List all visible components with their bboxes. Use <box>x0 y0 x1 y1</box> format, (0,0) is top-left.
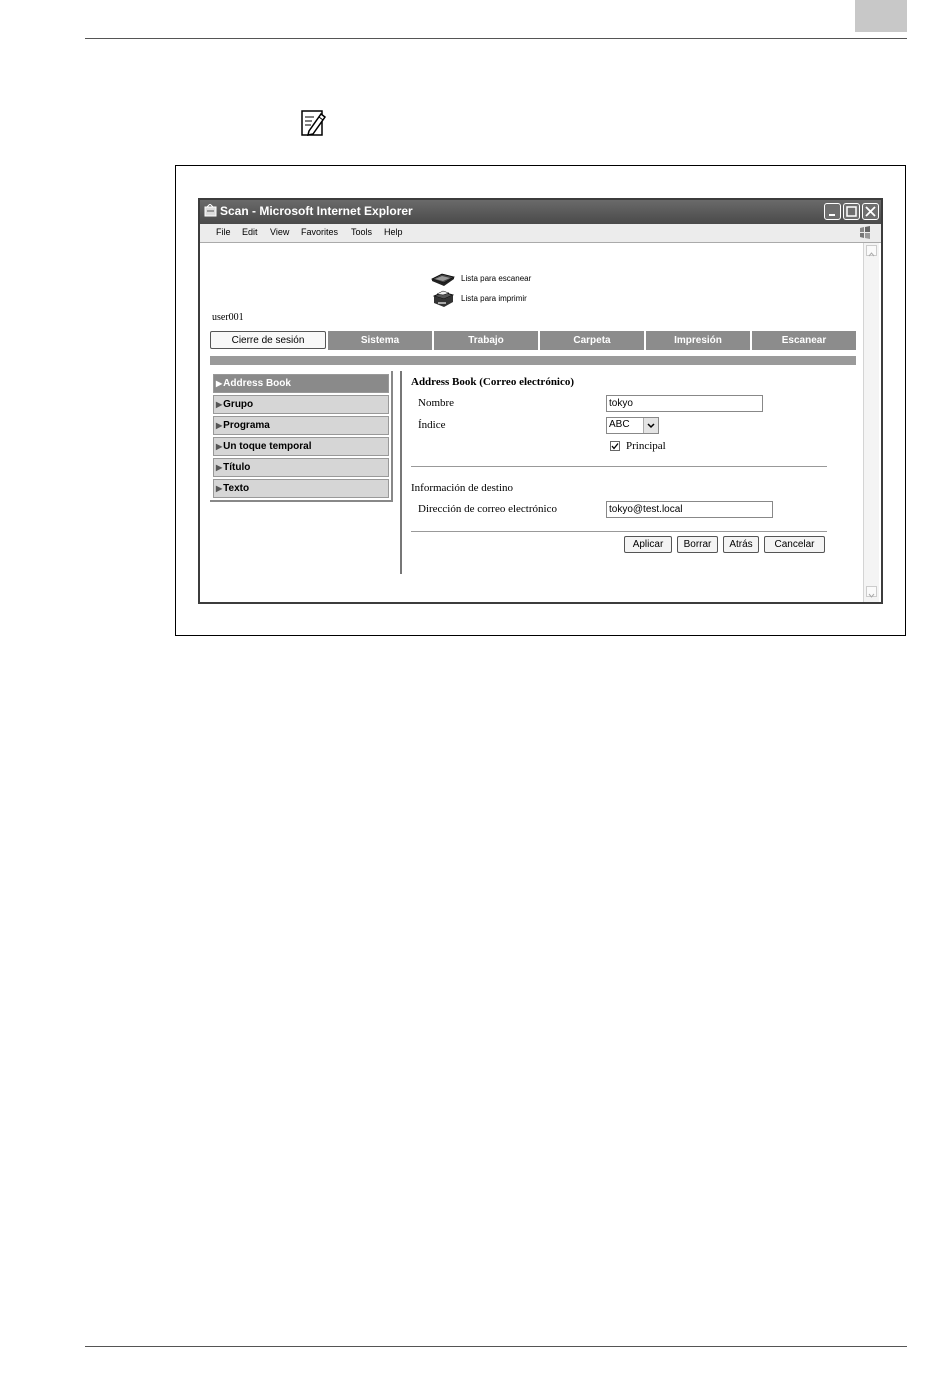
email-input[interactable]: tokyo@test.local <box>606 501 773 518</box>
sidebar-item-programa[interactable] <box>213 416 389 435</box>
sidebar-item-label: Address Book <box>223 378 291 389</box>
footer-rule <box>85 1346 907 1347</box>
form-title: Address Book (Correo electrónico) <box>411 376 575 388</box>
maximize-button[interactable] <box>843 203 860 220</box>
tab-escanear[interactable]: Escanear <box>752 331 856 350</box>
sidebar-item-label: Texto <box>223 483 250 494</box>
menu-favorites[interactable]: Favorites <box>301 227 339 237</box>
apply-button[interactable]: Aplicar <box>624 536 672 553</box>
print-list-link[interactable]: Lista para imprimir <box>461 294 527 303</box>
tab-impresion[interactable]: Impresión <box>646 331 752 350</box>
sidebar-item-grupo[interactable] <box>213 395 389 414</box>
sidebar-item-address-book[interactable] <box>213 374 389 393</box>
menu-edit[interactable]: Edit <box>242 227 258 237</box>
browser-window <box>198 198 883 604</box>
indice-label: Índice <box>418 419 446 431</box>
scanner-icon <box>430 271 456 287</box>
left-menu <box>210 371 393 502</box>
vertical-scrollbar[interactable] <box>863 243 879 602</box>
dest-heading: Información de destino <box>411 482 514 494</box>
menu-view[interactable]: View <box>270 227 290 237</box>
scroll-down-icon[interactable] <box>866 586 877 597</box>
indice-select[interactable] <box>606 417 659 434</box>
nombre-input[interactable]: tokyo <box>606 395 763 412</box>
sidebar-item-texto[interactable] <box>213 479 389 498</box>
printer-icon <box>430 290 456 308</box>
sidebar-item-label: Un toque temporal <box>223 441 312 452</box>
note-pencil-icon <box>300 108 328 138</box>
back-button[interactable]: Atrás <box>723 536 759 553</box>
menu-file[interactable]: File <box>216 227 231 237</box>
sidebar-item-label: Programa <box>223 420 270 431</box>
arrow-right-icon: ▶ <box>216 484 223 493</box>
vertical-divider <box>400 371 402 574</box>
sidebar-item-label: Grupo <box>223 399 254 410</box>
email-label: Dirección de correo electrónico <box>418 503 557 515</box>
windows-logo-icon <box>857 225 873 241</box>
tab-carpeta[interactable]: Carpeta <box>540 331 646 350</box>
window-title: Scan - Microsoft Internet Explorer <box>220 204 413 218</box>
sidebar-item-un-toque-temporal[interactable] <box>213 437 389 456</box>
principal-label: Principal <box>626 440 666 452</box>
clear-button[interactable]: Borrar <box>677 536 718 553</box>
menu-help[interactable]: Help <box>384 227 403 237</box>
title-bar[interactable] <box>200 200 881 224</box>
page-number-tab <box>855 0 907 32</box>
minimize-button[interactable] <box>824 203 841 220</box>
arrow-right-icon: ▶ <box>216 400 223 409</box>
section-divider <box>411 466 827 467</box>
close-button[interactable] <box>862 203 879 220</box>
sidebar-item-label: Título <box>223 462 251 473</box>
arrow-right-icon: ▶ <box>216 442 223 451</box>
sidebar-item-titulo[interactable] <box>213 458 389 477</box>
scan-list-link[interactable]: Lista para escanear <box>461 274 532 283</box>
logout-button[interactable]: Cierre de sesión <box>210 331 326 349</box>
menu-tools[interactable]: Tools <box>351 227 373 237</box>
page-content <box>200 243 881 602</box>
user-name: user001 <box>212 312 244 323</box>
arrow-right-icon: ▶ <box>216 463 223 472</box>
header-divider-bar <box>210 356 856 365</box>
indice-selected-value: ABC <box>609 419 630 430</box>
arrow-right-icon: ▶ <box>216 379 223 388</box>
ie-scan-icon <box>204 204 217 218</box>
principal-checkbox[interactable] <box>610 441 620 451</box>
scroll-up-icon[interactable] <box>866 245 877 256</box>
buttons-divider <box>411 531 827 532</box>
header-rule <box>85 38 907 39</box>
chevron-down-icon[interactable] <box>643 418 658 433</box>
tab-trabajo[interactable]: Trabajo <box>434 331 540 350</box>
menu-bar <box>200 224 881 243</box>
arrow-right-icon: ▶ <box>216 421 223 430</box>
nombre-label: Nombre <box>418 397 455 409</box>
tab-sistema[interactable]: Sistema <box>328 331 434 350</box>
cancel-button[interactable]: Cancelar <box>764 536 825 553</box>
